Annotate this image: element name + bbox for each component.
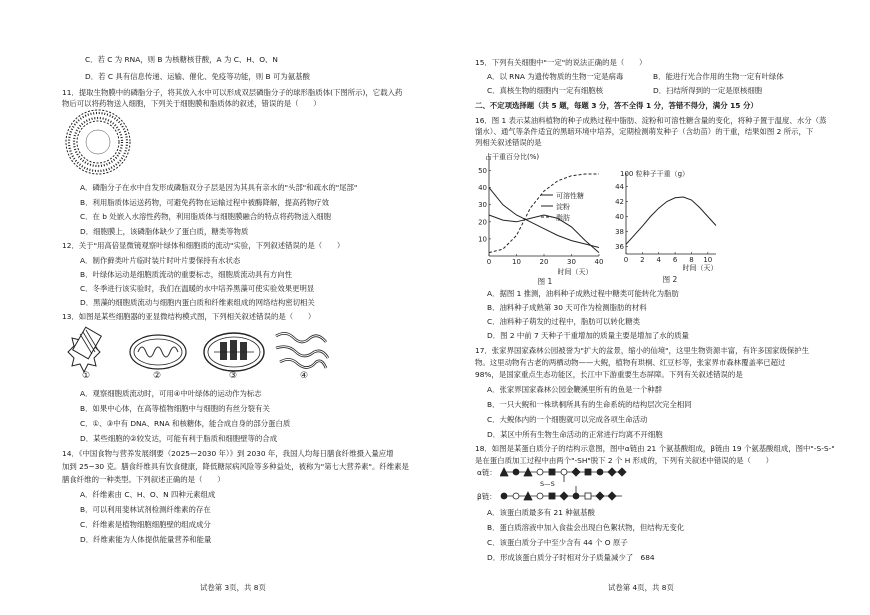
right-page-footer: 试卷第 4页，共 8页	[608, 583, 674, 592]
q16-stem-line3: 列相关叙述错误的是	[475, 138, 542, 147]
q12-option-b: B．叶绿体运动是细胞质流动的重要标志，细胞质流动具有方向性	[80, 270, 293, 279]
series-line-1	[626, 197, 716, 244]
x-tick-label: 10	[512, 258, 521, 266]
chloroplast-organelle	[204, 333, 264, 371]
q16-stem-line1: 16．图 1 表示某油料植物的种子成熟过程中脂肪、淀粉和可溶性糖含量的变化，将种子置于温度、水分（蒸	[475, 116, 827, 125]
q12-option-c: C．冬季进行该实验时，我们在温暖的水中培养黑藻可使实验效果更明显	[80, 284, 315, 293]
x-tick-label: 8	[689, 256, 694, 264]
q11-option-a: A．磷脂分子在水中自发形成磷脂双分子层是因为其具有亲水的"头部"和疏水的"尾部"	[80, 183, 358, 192]
y-tick-label: 20	[478, 218, 487, 227]
x-tick-label: 20	[539, 258, 549, 266]
q12-option-a: A．制作藓类叶片临时装片时叶片要保持有水状态	[80, 256, 241, 265]
y-tick-label: 50	[478, 167, 487, 176]
y-tick-label: 38	[615, 228, 624, 236]
q11-stem-line1: 11．提取生物膜中的磷脂分子，将其放入水中可以形成双层磷脂分子的球形脂质体(下图所示)，它载入药	[62, 88, 403, 97]
q15-option-c: C．真核生物的细胞内一定有细胞核	[487, 86, 604, 95]
x-axis-label: 时间（天）	[557, 268, 593, 276]
chart-caption: 图 1	[537, 277, 553, 286]
q14-stem-line1: 14．《中国食物与营养发展纲要（2025—2030 年）》到 2030 年，我国人均每日膳食纤维摄入量应增	[62, 449, 394, 458]
q16-option-a: A．据图 1 推测，油料种子成熟过程中糖类可能转化为脂肪	[487, 289, 679, 298]
organelle-label-1: ①	[82, 371, 91, 381]
q14-option-c: C．纤维素是植物细胞细胞壁的组成成分	[80, 520, 211, 529]
q18-option-c: C．该蛋白质分子中至少含有 44 个 O 原子	[487, 538, 628, 547]
q17-stem-line3: 98%，是国家重点生态功能区，长江中下游重要生态屏障。下列有关叙述错误的是	[475, 370, 743, 379]
q18-option-a: A．该蛋白质最多有 21 种氨基酸	[487, 508, 595, 517]
left-page-footer: 试卷第 3页，共 8页	[200, 583, 266, 592]
q16-stem-line2: 馏水）、通气等条件适宜的黑暗环境中培养，定期检测萌发种子（含幼苗）的干重，结果如图 2 所示，下	[475, 127, 814, 136]
q14-option-a: A．纤维素由 C、H、O、N 四种元素组成	[80, 490, 216, 499]
legend-label-1: 可溶性糖	[556, 192, 584, 200]
series-line-3	[489, 174, 599, 253]
x-tick-label: 2	[640, 256, 645, 264]
q17-option-a: A．张家界国家森林公园金鞭溪里所有的鱼是一个种群	[487, 385, 663, 394]
x-tick-label: 10	[703, 256, 713, 264]
q13-stem: 13．如图是某些细胞器的亚显微结构模式图，下列相关叙述错误的是（ ）	[62, 312, 316, 321]
q15-option-d: D．扫结所得到的一定是原核细胞	[653, 86, 763, 95]
q16-option-b: B．油料种子成熟第 30 天可作为检测脂肪的材料	[487, 303, 647, 312]
q18-stem-line1: 18．如图是某蛋白质分子的结构示意图，图中α链由 21 个氨基酸组成，β链由 19 个氨基酸组成，图中"-S-S-"	[475, 444, 835, 453]
x-tick-label: 30	[567, 258, 576, 266]
q12-option-d: D．黑藻的细胞质流动与细胞内蛋白质和纤维素组成的网络结构密切相关	[80, 298, 315, 307]
q13-option-b: B．如果中心体，在高等植物细胞中与细胞的有丝分裂有关	[80, 404, 270, 413]
q15-option-b: B．能进行光合作用的生物一定有叶绿体	[653, 72, 784, 81]
q17-stem-line2: 物。这里动物有古老的两栖动物——大鲵，植物有珙桐、红豆杉等，张家界市森林覆盖率已超过	[475, 358, 786, 367]
q18-stem-line2: 是在蛋白质加工过程中由两个"-SH"脱下 2 个 H 形成的，下列有关叙述中错误的是（ ）	[475, 456, 774, 465]
q18-option-d: D．形成该蛋白质分子时相对分子质量减少了 684	[487, 553, 655, 562]
figure2-chart	[608, 165, 728, 286]
x-tick-label: 40	[594, 258, 604, 266]
mitochondrion-organelle	[130, 335, 186, 369]
q14-option-d: D．纤维素能为人体提供能量营养和能量	[80, 535, 212, 544]
q17-option-c: C．大鲵体内的一个细胞就可以完成各项生命活动	[487, 415, 648, 424]
q11-option-b: B．利用脂质体运送药物，可避免药物在运输过程中被酶降解，提高药物疗效	[80, 198, 329, 207]
q11-option-d: D．细胞膜上，该磷脂体缺少了蛋白质，糖类等物质	[80, 227, 249, 236]
x-tick-label: 0	[486, 258, 492, 266]
y-tick-label: 40	[478, 184, 487, 193]
q17-option-d: D．某区中所有生物生命活动的正常进行均离不开细胞	[487, 430, 663, 439]
y-tick-label: 36	[615, 243, 624, 251]
q13-option-a: A．观察细胞质流动时，可用④中叶绿体的运动作为标志	[80, 389, 262, 398]
x-tick-label: 4	[656, 256, 661, 264]
prev-option-c: C．若 C 为 RNA，则 B 为核糖核苷酸，A 为 C、H、O、N	[85, 55, 278, 64]
organelle-label-2: ②	[153, 371, 162, 381]
x-axis-label: 时间（天）	[682, 264, 718, 272]
y-axis-label: 100 粒种子干重（g）	[620, 170, 690, 178]
peptide-chain-diagram	[500, 464, 630, 504]
alpha-chain-label: α链：	[477, 468, 497, 477]
q14-stem-line3: 膳食纤维的一种类型。下列叙述正确的是（ ）	[62, 475, 225, 484]
prev-option-d: D．若 C 具有信息传递、运输、催化、免疫等功能，则 B 可为氨基酸	[85, 72, 310, 81]
q13-option-c: C．①、③中有 DNA、RNA 和核糖体，能合成自身的部分蛋白质	[80, 419, 291, 428]
q11-option-c: C．在 b 处嵌入水溶性药物，利用脂质体与细胞膜融合的特点将药物送入细胞	[80, 212, 332, 221]
x-tick-label: 6	[672, 256, 678, 264]
chart-caption: 图 2	[662, 275, 678, 284]
q15-stem: 15．下列有关细胞中"一定"的说法正确的是（ ）	[475, 58, 647, 67]
liposome-figure	[62, 106, 134, 178]
legend-label-2: 淀粉	[556, 203, 570, 211]
q11-stem-line2: 物后可以将药物送入细胞，下列关于细胞膜和脂质体的叙述，错误的是（ ）	[62, 99, 321, 108]
beta-chain-label: β链：	[477, 492, 497, 501]
y-tick-label: 40	[615, 213, 624, 221]
y-tick-label: 42	[615, 198, 624, 206]
y-axis-label: 占干重百分比(%)	[485, 153, 540, 161]
legend-label-3: 脂肪	[556, 214, 570, 222]
figure1-chart	[475, 148, 615, 286]
y-tick-label: 10	[478, 235, 487, 244]
section-two-heading: 二、不定项选择题（共 5 题，每题 3 分，答不全得 1 分，答错不得分，满分 15 分）	[475, 101, 758, 110]
y-tick-label: 44	[615, 183, 624, 191]
q15-option-a: A．以 RNA 为遗传物质的生物一定是病毒	[487, 72, 624, 81]
q17-stem-line1: 17．张家界国家森林公园被誉为"扩大的盆景，缩小的仙境"，这里生物资源丰富，有许多国家级保护生	[475, 346, 810, 355]
q17-option-b: B．一只大鲵和一株珙桐所具有的生命系统的结构层次完全相同	[487, 400, 692, 409]
q14-option-b: B．可以利用斐林试剂检测纤维素的存在	[80, 505, 211, 514]
centriole-organelle	[68, 327, 101, 372]
q12-stem: 12．关于"用高倍显微镜观察叶绿体和细胞质的流动"实验，下列叙述错误的是（ ）	[62, 241, 345, 250]
organelle-label-4: ④	[300, 371, 309, 381]
q14-stem-line2: 加到 25~30 克。膳食纤维具有饮食健康，降低糖尿病风险等多种益处，被称为"第七大营养素"。纤维素是	[62, 462, 409, 471]
organelle-label-3: ③	[229, 371, 238, 381]
q13-option-d: D．某些细胞的②较发达，可能有利于脂质和细胞壁等的合成	[80, 434, 278, 443]
disulfide-bond-label: S—S	[540, 480, 555, 488]
organelle-figure	[62, 322, 332, 384]
q16-option-d: D．图 2 中前 7 天种子干重增加的质量主要是增加了水的质量	[487, 331, 689, 340]
q16-option-c: C．油料种子萌发的过程中，脂肪可以转化糖类	[487, 317, 640, 326]
y-tick-label: 30	[478, 201, 487, 210]
endoplasmic-reticulum-organelle	[276, 333, 328, 368]
q18-option-b: B．蛋白质溶液中加入食盐会出现白色絮状物，但结构无变化	[487, 523, 685, 532]
x-tick-label: 0	[623, 256, 629, 264]
